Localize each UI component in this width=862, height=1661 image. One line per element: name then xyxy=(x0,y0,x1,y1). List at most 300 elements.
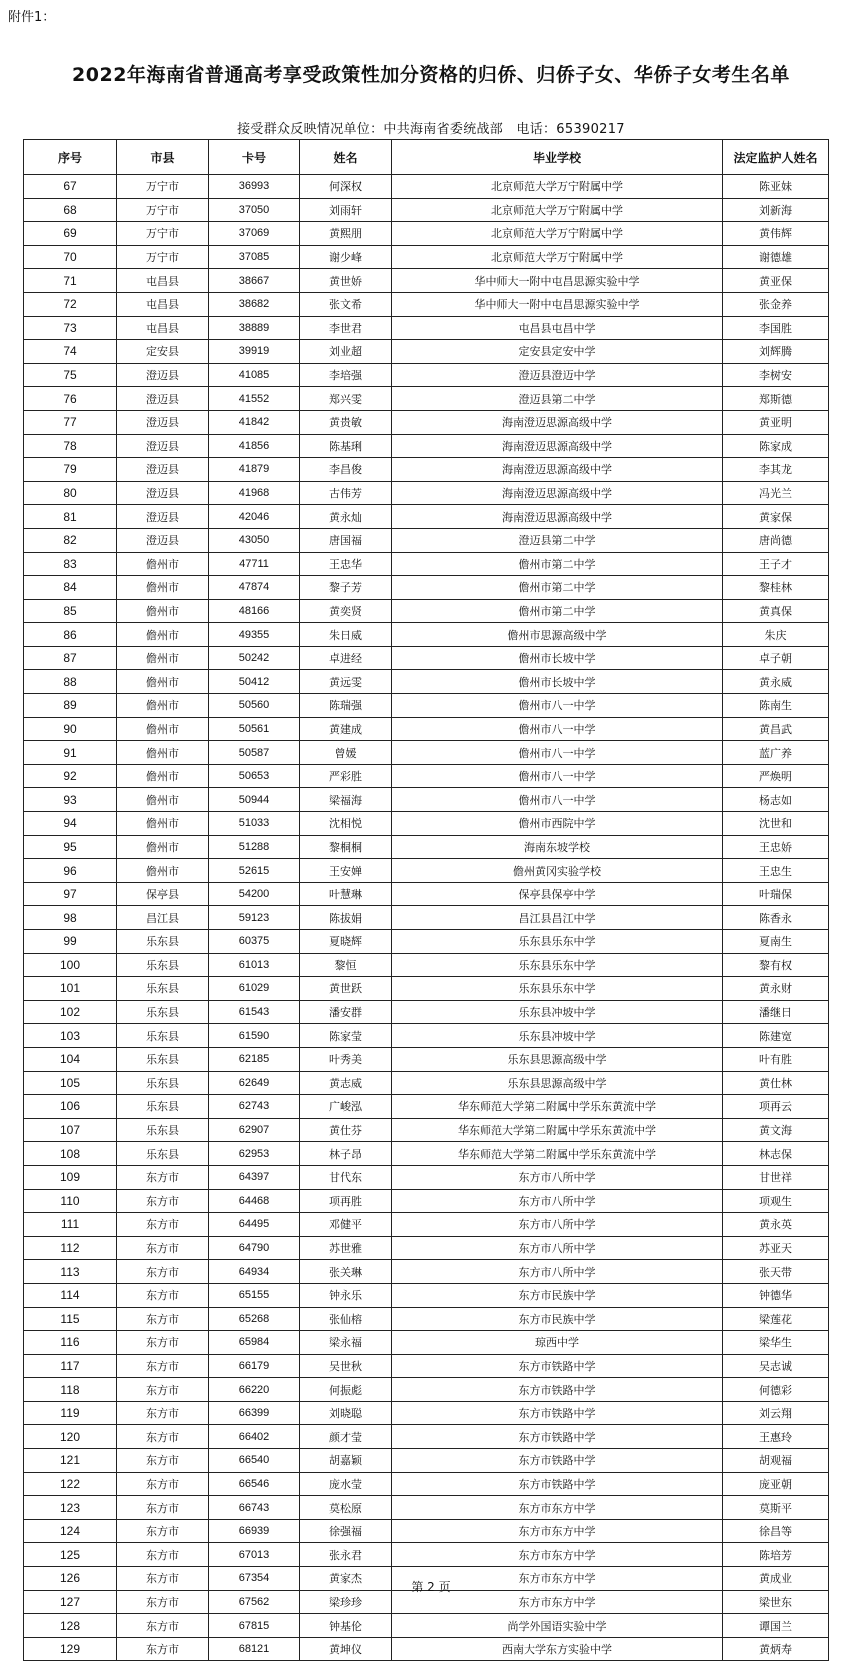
cell-serial: 91 xyxy=(24,741,117,765)
cell-city-county: 东方市 xyxy=(117,1189,209,1213)
cell-school: 儋州市八一中学 xyxy=(392,694,723,718)
cell-serial: 101 xyxy=(24,977,117,1001)
cell-card-number: 41552 xyxy=(209,387,300,411)
cell-school: 乐东县乐东中学 xyxy=(392,930,723,954)
header-city-county: 市县 xyxy=(117,140,209,175)
cell-city-county: 东方市 xyxy=(117,1331,209,1355)
cell-city-county: 东方市 xyxy=(117,1401,209,1425)
cell-name: 黄世娇 xyxy=(300,269,392,293)
cell-school: 乐东县乐东中学 xyxy=(392,953,723,977)
cell-name: 郑兴雯 xyxy=(300,387,392,411)
cell-card-number: 60375 xyxy=(209,930,300,954)
cell-name: 黄永灿 xyxy=(300,505,392,529)
table-row xyxy=(24,977,829,1001)
cell-card-number: 37050 xyxy=(209,198,300,222)
cell-serial: 96 xyxy=(24,859,117,883)
table-row xyxy=(24,646,829,670)
cell-serial: 85 xyxy=(24,599,117,623)
cell-name: 王忠华 xyxy=(300,552,392,576)
attachment-label: 附件1： xyxy=(8,10,56,25)
cell-card-number: 50944 xyxy=(209,788,300,812)
cell-serial: 94 xyxy=(24,812,117,836)
cell-school: 乐东县思源高级中学 xyxy=(392,1047,723,1071)
cell-name: 刘晓聪 xyxy=(300,1401,392,1425)
table-row xyxy=(24,269,829,293)
cell-name: 叶秀美 xyxy=(300,1047,392,1071)
cell-school: 东方市东方中学 xyxy=(392,1543,723,1567)
table-row xyxy=(24,1519,829,1543)
table-row xyxy=(24,481,829,505)
cell-city-county: 东方市 xyxy=(117,1354,209,1378)
cell-guardian: 王忠娇 xyxy=(723,835,829,859)
table-row xyxy=(24,741,829,765)
cell-serial: 97 xyxy=(24,882,117,906)
cell-school: 东方市八所中学 xyxy=(392,1165,723,1189)
cell-guardian: 叶有胜 xyxy=(723,1047,829,1071)
cell-guardian: 陈亚妹 xyxy=(723,175,829,199)
cell-city-county: 东方市 xyxy=(117,1260,209,1284)
table-body xyxy=(24,175,829,1661)
cell-school: 儋州市思源高级中学 xyxy=(392,623,723,647)
cell-serial: 104 xyxy=(24,1047,117,1071)
table-row xyxy=(24,222,829,246)
cell-school: 海南东坡学校 xyxy=(392,835,723,859)
cell-card-number: 64468 xyxy=(209,1189,300,1213)
cell-serial: 74 xyxy=(24,340,117,364)
cell-city-county: 澄迈县 xyxy=(117,387,209,411)
table-row xyxy=(24,1614,829,1638)
cell-city-county: 东方市 xyxy=(117,1614,209,1638)
cell-guardian: 黄亚保 xyxy=(723,269,829,293)
cell-school: 尚学外国语实验中学 xyxy=(392,1614,723,1638)
cell-school: 乐东县思源高级中学 xyxy=(392,1071,723,1095)
cell-serial: 68 xyxy=(24,198,117,222)
cell-guardian: 黄真保 xyxy=(723,599,829,623)
table-row xyxy=(24,1118,829,1142)
cell-serial: 78 xyxy=(24,434,117,458)
cell-name: 陈基琍 xyxy=(300,434,392,458)
cell-city-county: 澄迈县 xyxy=(117,410,209,434)
cell-serial: 81 xyxy=(24,505,117,529)
table-row xyxy=(24,764,829,788)
cell-guardian: 刘辉腾 xyxy=(723,340,829,364)
cell-name: 叶慧琳 xyxy=(300,882,392,906)
cell-serial: 70 xyxy=(24,245,117,269)
cell-name: 沈相悦 xyxy=(300,812,392,836)
cell-name: 严彩胜 xyxy=(300,764,392,788)
cell-city-county: 儋州市 xyxy=(117,670,209,694)
cell-serial: 102 xyxy=(24,1000,117,1024)
cell-name: 胡嘉颖 xyxy=(300,1449,392,1473)
cell-city-county: 乐东县 xyxy=(117,930,209,954)
cell-name: 林子昂 xyxy=(300,1142,392,1166)
cell-guardian: 郑斯德 xyxy=(723,387,829,411)
cell-guardian: 黄昌武 xyxy=(723,717,829,741)
cell-city-county: 东方市 xyxy=(117,1283,209,1307)
cell-name: 张永君 xyxy=(300,1543,392,1567)
cell-name: 吴世秋 xyxy=(300,1354,392,1378)
cell-card-number: 66546 xyxy=(209,1472,300,1496)
cell-city-county: 东方市 xyxy=(117,1236,209,1260)
table-row xyxy=(24,198,829,222)
cell-city-county: 乐东县 xyxy=(117,1095,209,1119)
cell-name: 黄志威 xyxy=(300,1071,392,1095)
cell-school: 东方市铁路中学 xyxy=(392,1378,723,1402)
cell-serial: 103 xyxy=(24,1024,117,1048)
cell-school: 东方市铁路中学 xyxy=(392,1401,723,1425)
cell-card-number: 67013 xyxy=(209,1543,300,1567)
cell-card-number: 64397 xyxy=(209,1165,300,1189)
cell-card-number: 41879 xyxy=(209,458,300,482)
cell-city-county: 万宁市 xyxy=(117,245,209,269)
cell-city-county: 东方市 xyxy=(117,1567,209,1591)
cell-school: 东方市铁路中学 xyxy=(392,1449,723,1473)
cell-school: 华中师大一附中屯昌思源实验中学 xyxy=(392,292,723,316)
cell-name: 黄远雯 xyxy=(300,670,392,694)
table-row xyxy=(24,906,829,930)
table-row xyxy=(24,623,829,647)
cell-guardian: 黎桂林 xyxy=(723,576,829,600)
candidate-table xyxy=(23,139,829,1661)
cell-name: 梁福海 xyxy=(300,788,392,812)
cell-serial: 125 xyxy=(24,1543,117,1567)
cell-name: 钟基伦 xyxy=(300,1614,392,1638)
cell-card-number: 37069 xyxy=(209,222,300,246)
cell-serial: 89 xyxy=(24,694,117,718)
cell-city-county: 东方市 xyxy=(117,1519,209,1543)
cell-school: 东方市八所中学 xyxy=(392,1260,723,1284)
cell-guardian: 叶瑞保 xyxy=(723,882,829,906)
cell-serial: 113 xyxy=(24,1260,117,1284)
cell-name: 黎桐桐 xyxy=(300,835,392,859)
cell-school: 琼西中学 xyxy=(392,1331,723,1355)
cell-serial: 105 xyxy=(24,1071,117,1095)
cell-city-county: 保亭县 xyxy=(117,882,209,906)
cell-city-county: 万宁市 xyxy=(117,222,209,246)
cell-city-county: 乐东县 xyxy=(117,1071,209,1095)
cell-card-number: 66743 xyxy=(209,1496,300,1520)
cell-guardian: 黄成业 xyxy=(723,1567,829,1591)
cell-name: 徐强福 xyxy=(300,1519,392,1543)
cell-name: 黄贵敏 xyxy=(300,410,392,434)
cell-name: 朱日威 xyxy=(300,623,392,647)
cell-school: 定安县定安中学 xyxy=(392,340,723,364)
cell-city-county: 儋州市 xyxy=(117,788,209,812)
table-row xyxy=(24,1354,829,1378)
cell-serial: 107 xyxy=(24,1118,117,1142)
cell-city-county: 屯昌县 xyxy=(117,316,209,340)
cell-guardian: 黄炳寿 xyxy=(723,1637,829,1661)
cell-serial: 67 xyxy=(24,175,117,199)
cell-card-number: 59123 xyxy=(209,906,300,930)
table-row xyxy=(24,1449,829,1473)
cell-guardian: 黄亚明 xyxy=(723,410,829,434)
table-row xyxy=(24,1637,829,1661)
cell-serial: 121 xyxy=(24,1449,117,1473)
cell-city-county: 儋州市 xyxy=(117,764,209,788)
cell-city-county: 儋州市 xyxy=(117,741,209,765)
cell-city-county: 儋州市 xyxy=(117,694,209,718)
cell-city-county: 儋州市 xyxy=(117,599,209,623)
cell-name: 陈瑞强 xyxy=(300,694,392,718)
cell-guardian: 林志保 xyxy=(723,1142,829,1166)
cell-card-number: 68121 xyxy=(209,1637,300,1661)
cell-city-county: 乐东县 xyxy=(117,1000,209,1024)
cell-card-number: 48166 xyxy=(209,599,300,623)
table-row xyxy=(24,1236,829,1260)
cell-guardian: 莫斯平 xyxy=(723,1496,829,1520)
cell-city-county: 儋州市 xyxy=(117,552,209,576)
cell-serial: 124 xyxy=(24,1519,117,1543)
cell-serial: 127 xyxy=(24,1590,117,1614)
cell-school: 北京师范大学万宁附属中学 xyxy=(392,245,723,269)
cell-guardian: 陈建宽 xyxy=(723,1024,829,1048)
cell-serial: 77 xyxy=(24,410,117,434)
cell-guardian: 张天带 xyxy=(723,1260,829,1284)
cell-school: 儋州市第二中学 xyxy=(392,599,723,623)
table-row xyxy=(24,1071,829,1095)
cell-card-number: 50412 xyxy=(209,670,300,694)
cell-city-county: 东方市 xyxy=(117,1637,209,1661)
cell-card-number: 65155 xyxy=(209,1283,300,1307)
cell-city-county: 昌江县 xyxy=(117,906,209,930)
cell-guardian: 李其龙 xyxy=(723,458,829,482)
cell-card-number: 62743 xyxy=(209,1095,300,1119)
cell-name: 谢少峰 xyxy=(300,245,392,269)
cell-card-number: 50587 xyxy=(209,741,300,765)
document-title: 2022年海南省普通高考享受政策性加分资格的归侨、归侨子女、华侨子女考生名单 xyxy=(72,64,790,86)
table-row xyxy=(24,1142,829,1166)
cell-serial: 82 xyxy=(24,528,117,552)
table-row xyxy=(24,1425,829,1449)
cell-serial: 109 xyxy=(24,1165,117,1189)
cell-guardian: 黎有权 xyxy=(723,953,829,977)
cell-city-county: 儋州市 xyxy=(117,576,209,600)
cell-school: 东方市东方中学 xyxy=(392,1519,723,1543)
table-row xyxy=(24,1307,829,1331)
cell-guardian: 李树安 xyxy=(723,363,829,387)
cell-city-county: 澄迈县 xyxy=(117,434,209,458)
cell-school: 儋州市长坡中学 xyxy=(392,646,723,670)
cell-guardian: 刘云翔 xyxy=(723,1401,829,1425)
table-row xyxy=(24,1047,829,1071)
cell-school: 北京师范大学万宁附属中学 xyxy=(392,175,723,199)
cell-serial: 92 xyxy=(24,764,117,788)
table-row xyxy=(24,1000,829,1024)
cell-guardian: 卓子朝 xyxy=(723,646,829,670)
cell-school: 西南大学东方实验中学 xyxy=(392,1637,723,1661)
cell-name: 张文希 xyxy=(300,292,392,316)
header-name: 姓名 xyxy=(300,140,392,175)
cell-card-number: 62907 xyxy=(209,1118,300,1142)
cell-name: 项再胜 xyxy=(300,1189,392,1213)
cell-guardian: 苏亚天 xyxy=(723,1236,829,1260)
cell-serial: 80 xyxy=(24,481,117,505)
cell-city-county: 东方市 xyxy=(117,1590,209,1614)
cell-city-county: 万宁市 xyxy=(117,198,209,222)
cell-name: 李世君 xyxy=(300,316,392,340)
table-row xyxy=(24,552,829,576)
cell-serial: 112 xyxy=(24,1236,117,1260)
cell-name: 黄坤仪 xyxy=(300,1637,392,1661)
cell-card-number: 41856 xyxy=(209,434,300,458)
cell-name: 黄熙朋 xyxy=(300,222,392,246)
cell-guardian: 庞亚朝 xyxy=(723,1472,829,1496)
cell-card-number: 54200 xyxy=(209,882,300,906)
cell-name: 张仙榕 xyxy=(300,1307,392,1331)
cell-name: 潘安群 xyxy=(300,1000,392,1024)
cell-card-number: 52615 xyxy=(209,859,300,883)
cell-name: 钟永乐 xyxy=(300,1283,392,1307)
table-row xyxy=(24,1260,829,1284)
cell-serial: 95 xyxy=(24,835,117,859)
cell-city-county: 乐东县 xyxy=(117,977,209,1001)
cell-serial: 73 xyxy=(24,316,117,340)
cell-name: 曾媛 xyxy=(300,741,392,765)
cell-serial: 123 xyxy=(24,1496,117,1520)
cell-school: 保亭县保亭中学 xyxy=(392,882,723,906)
cell-guardian: 杨志如 xyxy=(723,788,829,812)
cell-city-county: 澄迈县 xyxy=(117,505,209,529)
cell-serial: 115 xyxy=(24,1307,117,1331)
cell-name: 梁永福 xyxy=(300,1331,392,1355)
cell-serial: 79 xyxy=(24,458,117,482)
cell-school: 澄迈县第二中学 xyxy=(392,387,723,411)
table-row xyxy=(24,410,829,434)
cell-name: 黄奕贤 xyxy=(300,599,392,623)
cell-city-county: 澄迈县 xyxy=(117,363,209,387)
cell-city-county: 澄迈县 xyxy=(117,481,209,505)
cell-card-number: 38682 xyxy=(209,292,300,316)
cell-school: 儋州市西院中学 xyxy=(392,812,723,836)
cell-name: 古伟芳 xyxy=(300,481,392,505)
cell-name: 何振彪 xyxy=(300,1378,392,1402)
table-row xyxy=(24,930,829,954)
table-row xyxy=(24,694,829,718)
cell-guardian: 项观生 xyxy=(723,1189,829,1213)
cell-guardian: 王子才 xyxy=(723,552,829,576)
cell-serial: 122 xyxy=(24,1472,117,1496)
cell-city-county: 屯昌县 xyxy=(117,269,209,293)
cell-card-number: 38667 xyxy=(209,269,300,293)
cell-serial: 111 xyxy=(24,1213,117,1237)
table-row xyxy=(24,812,829,836)
cell-guardian: 陈南生 xyxy=(723,694,829,718)
cell-card-number: 41842 xyxy=(209,410,300,434)
table-row xyxy=(24,670,829,694)
cell-city-county: 儋州市 xyxy=(117,646,209,670)
cell-school: 儋州市八一中学 xyxy=(392,717,723,741)
cell-serial: 93 xyxy=(24,788,117,812)
cell-name: 黄家杰 xyxy=(300,1567,392,1591)
cell-serial: 117 xyxy=(24,1354,117,1378)
cell-serial: 71 xyxy=(24,269,117,293)
cell-name: 陈家莹 xyxy=(300,1024,392,1048)
cell-city-county: 东方市 xyxy=(117,1449,209,1473)
cell-card-number: 64934 xyxy=(209,1260,300,1284)
cell-city-county: 乐东县 xyxy=(117,1047,209,1071)
cell-guardian: 梁莲花 xyxy=(723,1307,829,1331)
cell-card-number: 66220 xyxy=(209,1378,300,1402)
cell-name: 梁珍珍 xyxy=(300,1590,392,1614)
cell-school: 儋州市八一中学 xyxy=(392,764,723,788)
cell-city-county: 儋州市 xyxy=(117,623,209,647)
cell-card-number: 65268 xyxy=(209,1307,300,1331)
cell-card-number: 62649 xyxy=(209,1071,300,1095)
cell-guardian: 甘世祥 xyxy=(723,1165,829,1189)
cell-guardian: 项再云 xyxy=(723,1095,829,1119)
cell-guardian: 陈培芳 xyxy=(723,1543,829,1567)
cell-school: 儋州市长坡中学 xyxy=(392,670,723,694)
table-row xyxy=(24,1189,829,1213)
cell-serial: 87 xyxy=(24,646,117,670)
table-row xyxy=(24,363,829,387)
cell-serial: 128 xyxy=(24,1614,117,1638)
cell-guardian: 李国胜 xyxy=(723,316,829,340)
table-row xyxy=(24,505,829,529)
cell-card-number: 67815 xyxy=(209,1614,300,1638)
cell-name: 卓进经 xyxy=(300,646,392,670)
cell-city-county: 万宁市 xyxy=(117,175,209,199)
cell-school: 华东师范大学第二附属中学乐东黄流中学 xyxy=(392,1118,723,1142)
cell-card-number: 61029 xyxy=(209,977,300,1001)
cell-card-number: 67562 xyxy=(209,1590,300,1614)
cell-card-number: 51288 xyxy=(209,835,300,859)
cell-card-number: 65984 xyxy=(209,1331,300,1355)
cell-city-county: 东方市 xyxy=(117,1165,209,1189)
table-row xyxy=(24,1401,829,1425)
cell-card-number: 42046 xyxy=(209,505,300,529)
cell-serial: 84 xyxy=(24,576,117,600)
table-row xyxy=(24,245,829,269)
cell-city-county: 儋州市 xyxy=(117,717,209,741)
cell-guardian: 张金养 xyxy=(723,292,829,316)
table-row xyxy=(24,835,829,859)
header-school: 毕业学校 xyxy=(392,140,723,175)
cell-school: 华东师范大学第二附属中学乐东黄流中学 xyxy=(392,1142,723,1166)
cell-serial: 98 xyxy=(24,906,117,930)
cell-school: 乐东县冲坡中学 xyxy=(392,1000,723,1024)
cell-school: 华东师范大学第二附属中学乐东黄流中学 xyxy=(392,1095,723,1119)
table-row xyxy=(24,387,829,411)
cell-school: 儋州市第二中学 xyxy=(392,576,723,600)
cell-school: 东方市铁路中学 xyxy=(392,1472,723,1496)
cell-school: 华中师大一附中屯昌思源实验中学 xyxy=(392,269,723,293)
cell-city-county: 东方市 xyxy=(117,1307,209,1331)
cell-school: 儋州市八一中学 xyxy=(392,741,723,765)
cell-school: 海南澄迈思源高级中学 xyxy=(392,458,723,482)
cell-school: 海南澄迈思源高级中学 xyxy=(392,434,723,458)
cell-card-number: 50653 xyxy=(209,764,300,788)
cell-school: 澄迈县第二中学 xyxy=(392,528,723,552)
cell-card-number: 66179 xyxy=(209,1354,300,1378)
table-row xyxy=(24,1213,829,1237)
cell-card-number: 61013 xyxy=(209,953,300,977)
table-row xyxy=(24,1165,829,1189)
cell-guardian: 吴志诚 xyxy=(723,1354,829,1378)
cell-name: 夏晓辉 xyxy=(300,930,392,954)
cell-guardian: 王忠生 xyxy=(723,859,829,883)
table-row xyxy=(24,292,829,316)
cell-card-number: 39919 xyxy=(209,340,300,364)
cell-city-county: 乐东县 xyxy=(117,1024,209,1048)
cell-school: 海南澄迈思源高级中学 xyxy=(392,481,723,505)
cell-name: 刘业超 xyxy=(300,340,392,364)
cell-school: 东方市铁路中学 xyxy=(392,1425,723,1449)
cell-serial: 69 xyxy=(24,222,117,246)
cell-name: 李培强 xyxy=(300,363,392,387)
cell-guardian: 唐尚德 xyxy=(723,528,829,552)
